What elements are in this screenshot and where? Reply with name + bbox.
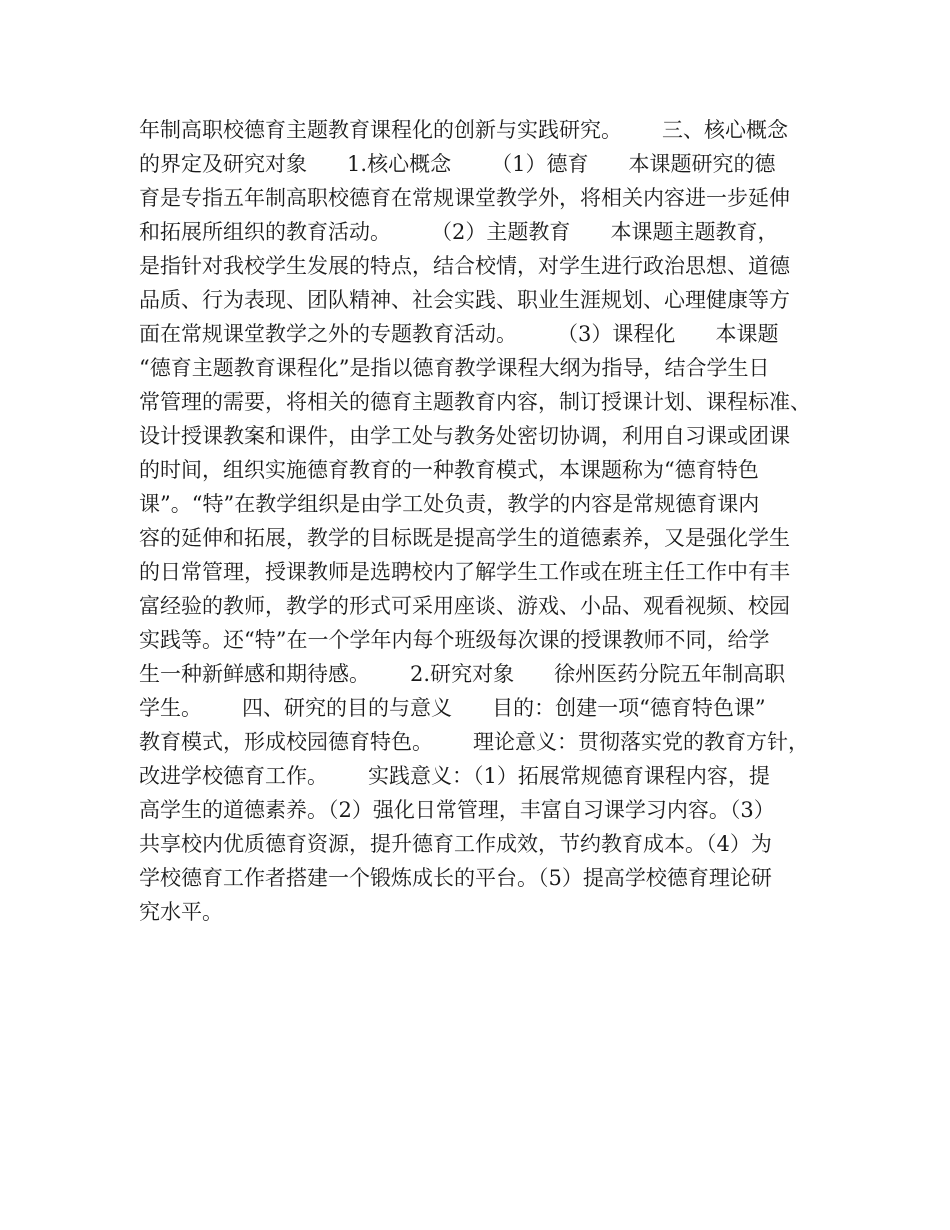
text-line: 高学生的道德素养。（2）强化日常管理，丰富自习课学习内容。（3） bbox=[139, 798, 775, 822]
text-line: 的界定及研究对象 1.核心概念 （1）德育 本课题研究的德 bbox=[139, 152, 776, 176]
text-line: 富经验的教师，教学的形式可采用座谈、游戏、小品、观看视频、校园 bbox=[139, 594, 790, 618]
text-line: 品质、行为表现、团队精神、社会实践、职业生涯规划、心理健康等方 bbox=[139, 288, 790, 312]
text-line: 学生。 四、研究的目的与意义 目的：创建一项“德育特色课” bbox=[139, 696, 766, 720]
text-line: 共享校内优质德育资源，提升德育工作成效，节约教育成本。（4）为 bbox=[139, 832, 772, 856]
text-line: 容的延伸和拓展，教学的目标既是提高学生的道德素养，又是强化学生 bbox=[139, 526, 790, 550]
text-line: 和拓展所组织的教育活动。 （2）主题教育 本课题主题教育， bbox=[139, 220, 779, 244]
text-line: 究水平。 bbox=[139, 900, 223, 924]
text-line: 的时间，组织实施德育教育的一种教育模式，本课题称为“德育特色 bbox=[139, 458, 759, 482]
text-line: 是指针对我校学生发展的特点，结合校情，对学生进行政治思想、道德 bbox=[139, 254, 790, 278]
text-line: 常管理的需要，将相关的德育主题教育内容，制订授课计划、课程标准、 bbox=[139, 390, 811, 414]
text-line: 生一种新鲜感和期待感。 2.研究对象 徐州医药分院五年制高职 bbox=[139, 662, 786, 686]
text-line: 设计授课教案和课件，由学工处与教务处密切协调，利用自习课或团课 bbox=[139, 424, 790, 448]
text-line: 实践等。还“特”在一个学年内每个班级每次课的授课教师不同，给学 bbox=[139, 628, 770, 652]
text-line: 改进学校德育工作。 实践意义：（1）拓展常规德育课程内容，提 bbox=[139, 764, 770, 788]
text-line: 课”。“特”在教学组织是由学工处负责，教学的内容是常规德育课内 bbox=[139, 492, 760, 516]
text-line: 教育模式，形成校园德育特色。 理论意义：贯彻落实党的教育方针， bbox=[139, 730, 810, 754]
text-line: 育是专指五年制高职校德育在常规课堂教学外，将相关内容进一步延伸 bbox=[139, 186, 790, 210]
text-line: “德育主题教育课程化”是指以德育教学课程大纲为指导，结合学生日 bbox=[139, 356, 770, 380]
text-line: 面在常规课堂教学之外的专题教育活动。 （3）课程化 本课题 bbox=[139, 322, 779, 346]
text-line: 年制高职校德育主题教育课程化的创新与实践研究。 三、核心概念 bbox=[139, 118, 789, 142]
body-text bbox=[139, 113, 829, 929]
text-line: 学校德育工作者搭建一个锻炼成长的平台。（5）提高学校德育理论研 bbox=[139, 866, 772, 890]
text-line: 的日常管理，授课教师是选聘校内了解学生工作或在班主任工作中有丰 bbox=[139, 560, 790, 584]
